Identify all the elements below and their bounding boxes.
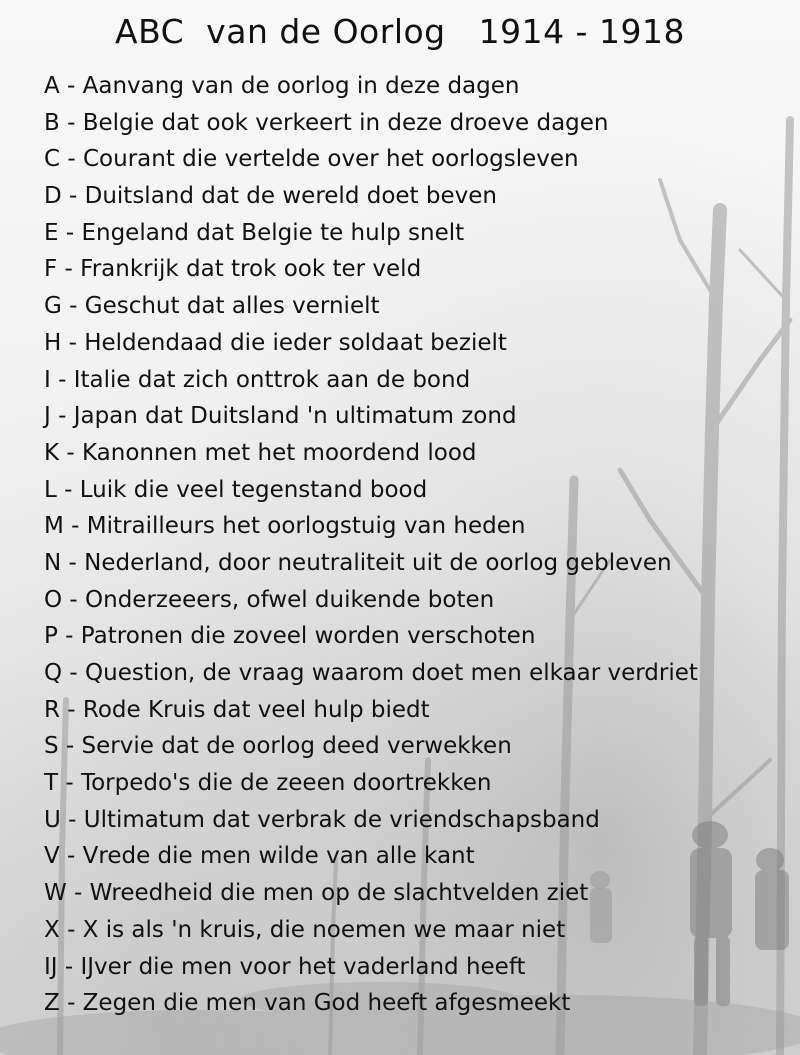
alphabet-line-e: E - Engeland dat Belgie te hulp snelt [44, 219, 465, 246]
alphabet-line-g: G - Geschut dat alles vernielt [44, 293, 380, 320]
alphabet-line-x: X - X is als 'n kruis, die noemen we maar niet [44, 916, 566, 943]
alphabet-line-h: H - Heldendaad die ieder soldaat bezielt [44, 329, 507, 356]
alphabet-line-ij: IJ - IJver die men voor het vaderland heeft [44, 953, 526, 980]
alphabet-line-j: J - Japan dat Duitsland 'n ultimatum zond [44, 403, 517, 430]
alphabet-line-s: S - Servie dat de oorlog deed verwekken [44, 733, 512, 760]
alphabet-line-q: Q - Question, de vraag waarom doet men elkaar verdriet [44, 660, 698, 686]
alphabet-line-c: C - Courant die vertelde over het oorlogsleven [44, 146, 579, 173]
alphabet-line-v: V - Vrede die men wilde van alle kant [44, 843, 475, 870]
alphabet-line-l: L - Luik die veel tegenstand bood [44, 476, 428, 503]
alphabet-line-n: N - Nederland, door neutraliteit uit de oorlog gebleven [44, 549, 672, 576]
alphabet-line-b: B - Belgie dat ook verkeert in deze droeve dagen [44, 109, 609, 136]
alphabet-line-a: A - Aanvang van de oorlog in deze dagen [44, 73, 520, 99]
alphabet-line-i: I - Italie dat zich onttrok aan de bond [44, 366, 471, 393]
alphabet-line-k: K - Kanonnen met het moordend lood [44, 439, 477, 466]
alphabet-line-m: M - Mitrailleurs het oorlogstuig van heden [44, 513, 526, 540]
alphabet-line-p: P - Patronen die zoveel worden verschoten [44, 623, 536, 650]
alphabet-list [44, 68, 698, 1022]
alphabet-line-w: W - Wreedheid die men op de slachtvelden ziet [44, 880, 589, 907]
alphabet-line-o: O - Onderzeeers, ofwel duikende boten [44, 586, 495, 613]
poem-title: ABC van de Oorlog 1914 - 1918 [115, 12, 685, 51]
alphabet-line-d: D - Duitsland dat de wereld doet beven [44, 183, 497, 210]
alphabet-line-z: Z - Zegen die men van God heeft afgesmeekt [44, 990, 571, 1017]
alphabet-line-u: U - Ultimatum dat verbrak de vriendschapsband [44, 806, 600, 833]
alphabet-line-f: F - Frankrijk dat trok ook ter veld [44, 256, 422, 283]
alphabet-line-t: T - Torpedo's die de zeeen doortrekken [44, 770, 492, 797]
alphabet-line-r: R - Rode Kruis dat veel hulp biedt [44, 696, 430, 723]
